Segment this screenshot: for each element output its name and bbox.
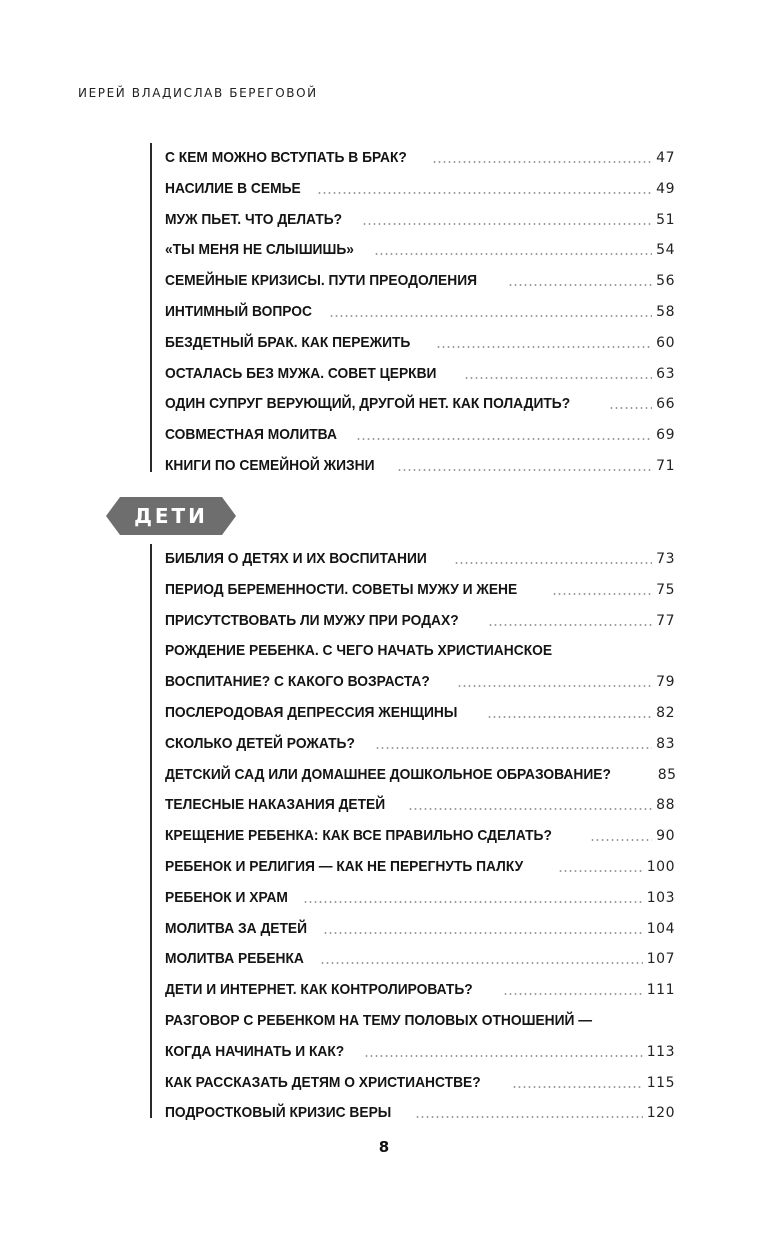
toc-entry-page: 85 xyxy=(657,766,677,783)
toc-entry xyxy=(165,359,675,383)
toc-entry-page: 49 xyxy=(656,180,675,197)
dot-leader xyxy=(362,223,653,225)
toc-entry-page: 51 xyxy=(656,211,675,228)
toc-entry-title: МОЛИТВА РЕБЕНКА xyxy=(165,950,304,968)
toc-entry xyxy=(165,975,675,999)
toc-entry-page: 66 xyxy=(656,396,675,413)
toc-entry-page: 77 xyxy=(656,612,675,629)
toc-entry-page: 88 xyxy=(656,797,675,814)
dot-leader xyxy=(356,438,652,440)
dot-leader xyxy=(303,901,643,903)
toc-entry xyxy=(165,328,675,352)
toc-entry-title: КНИГИ ПО СЕМЕЙНОЙ ЖИЗНИ xyxy=(165,457,375,474)
toc-entry xyxy=(165,821,675,845)
toc-entry-title: НАСИЛИЕ В СЕМЬЕ xyxy=(165,179,301,197)
toc-entry xyxy=(165,205,675,229)
toc-entry-title: «ТЫ МЕНЯ НЕ СЛЫШИШЬ» xyxy=(165,241,354,259)
toc-entry-title: КАК РАССКАЗАТЬ ДЕТЯМ О ХРИСТИАНСТВЕ? xyxy=(165,1073,481,1091)
toc-entry-page: 104 xyxy=(646,920,675,937)
toc-entry xyxy=(165,143,675,167)
toc-entry-page: 56 xyxy=(656,273,675,290)
dot-leader xyxy=(375,747,652,749)
toc-entry xyxy=(165,544,675,568)
toc-entry-page: 69 xyxy=(656,427,675,444)
toc-entry-title: РОЖДЕНИЕ РЕБЕНКА. С ЧЕГО НАЧАТЬ ХРИСТИАНСКОЕ xyxy=(165,642,553,660)
dot-leader xyxy=(464,377,652,379)
toc-entry-page: 107 xyxy=(646,951,675,968)
dot-leader xyxy=(436,346,652,348)
toc-entry-title: ДЕТСКИЙ САД ИЛИ ДОМАШНЕЕ ДОШКОЛЬНОЕ ОБРАЗОВАНИЕ? xyxy=(165,765,611,783)
toc-entry xyxy=(165,266,675,290)
toc-entry-title: СОВМЕСТНАЯ МОЛИТВА xyxy=(165,426,337,444)
dot-leader xyxy=(432,161,652,163)
toc-entry-page: 113 xyxy=(646,1043,675,1060)
toc-entry-title: ДЕТИ И ИНТЕРНЕТ. КАК КОНТРОЛИРОВАТЬ? xyxy=(165,981,473,999)
toc-entry-page: 120 xyxy=(646,1105,675,1122)
toc-entry xyxy=(165,451,675,475)
toc-entry xyxy=(165,389,675,413)
toc-entry-title: ВОСПИТАНИЕ? С КАКОГО ВОЗРАСТА? xyxy=(165,673,430,691)
section-rule xyxy=(150,143,152,472)
toc-section-children xyxy=(150,544,677,1122)
toc-entry xyxy=(165,420,675,444)
toc-entry-title: БИБЛИЯ О ДЕТЯХ И ИХ ВОСПИТАНИИ xyxy=(165,550,427,567)
toc-entry xyxy=(165,1098,675,1122)
dot-leader xyxy=(364,1055,643,1057)
dot-leader xyxy=(512,1086,643,1088)
toc-entry xyxy=(165,667,675,691)
toc-entry-page: 58 xyxy=(656,304,675,320)
toc-entry xyxy=(165,790,675,814)
toc-entry-title: ПЕРИОД БЕРЕМЕННОСТИ. СОВЕТЫ МУЖУ И ЖЕНЕ xyxy=(165,580,518,598)
toc-entry-title: ОДИН СУПРУГ ВЕРУЮЩИЙ, ДРУГОЙ НЕТ. КАК ПОЛАДИТЬ? xyxy=(165,395,571,413)
toc-entry-page: 100 xyxy=(646,859,675,875)
dot-leader xyxy=(408,808,652,810)
toc-entry xyxy=(165,575,675,599)
toc-entry-page: 79 xyxy=(656,674,675,691)
dot-leader xyxy=(317,192,653,194)
toc-entry xyxy=(165,235,675,259)
toc-entry-title: ТЕЛЕСНЫЕ НАКАЗАНИЯ ДЕТЕЙ xyxy=(165,796,386,814)
dot-leader xyxy=(487,716,652,718)
toc-entry xyxy=(165,944,675,968)
toc-entry-page: 103 xyxy=(646,889,675,906)
dot-leader xyxy=(457,685,652,687)
toc-entry-page: 83 xyxy=(656,735,675,752)
toc-entry-title: ПРИСУТСТВОВАТЬ ЛИ МУЖУ ПРИ РОДАХ? xyxy=(165,611,459,629)
toc-entry-page: 47 xyxy=(656,150,675,166)
toc-entry-title: ПОДРОСТКОВЫЙ КРИЗИС ВЕРЫ xyxy=(165,1104,392,1122)
dot-leader xyxy=(609,407,652,409)
dot-leader xyxy=(508,284,652,286)
running-head: ИЕРЕЙ ВЛАДИСЛАВ БЕРЕГОВОЙ xyxy=(78,86,318,100)
toc-entry xyxy=(165,729,675,753)
toc-entry-page: 73 xyxy=(656,551,675,567)
toc-entry xyxy=(165,174,675,198)
dot-leader xyxy=(558,870,642,872)
toc-section-marriage xyxy=(150,143,675,472)
dot-leader xyxy=(323,932,642,934)
toc-entry-page: 115 xyxy=(646,1074,675,1091)
toc-entry-page: 71 xyxy=(656,458,675,474)
toc-entry-title: С КЕМ МОЖНО ВСТУПАТЬ В БРАК? xyxy=(165,149,407,166)
toc-entry-title: СЕМЕЙНЫЕ КРИЗИСЫ. ПУТИ ПРЕОДОЛЕНИЯ xyxy=(165,272,478,290)
toc-entry-title: МОЛИТВА ЗА ДЕТЕЙ xyxy=(165,919,308,937)
dot-leader xyxy=(552,593,652,595)
dot-leader xyxy=(329,315,652,317)
dot-leader xyxy=(374,253,652,255)
toc-entry xyxy=(165,914,675,938)
toc-entry-page: 82 xyxy=(656,705,675,721)
toc-entry-title: КРЕЩЕНИЕ РЕБЕНКА: КАК ВСЕ ПРАВИЛЬНО СДЕЛАТЬ? xyxy=(165,827,552,845)
toc-entry-title: РАЗГОВОР С РЕБЕНКОМ НА ТЕМУ ПОЛОВЫХ ОТНОШЕНИЙ — xyxy=(165,1012,593,1029)
toc-entry-title: ОСТАЛАСЬ БЕЗ МУЖА. СОВЕТ ЦЕРКВИ xyxy=(165,364,437,382)
dot-leader xyxy=(590,839,653,841)
toc-entry-page: 60 xyxy=(656,334,675,351)
toc-entry xyxy=(165,1006,675,1030)
toc-entry xyxy=(165,698,675,722)
toc-entry xyxy=(165,1037,675,1061)
dot-leader xyxy=(488,624,652,626)
section-rule xyxy=(150,544,152,1118)
dot-leader xyxy=(320,962,643,964)
toc-entry-page: 54 xyxy=(656,242,675,259)
toc-entry-title: ИНТИМНЫЙ ВОПРОС xyxy=(165,303,312,320)
toc-entry-page: 90 xyxy=(656,828,675,845)
toc-entry xyxy=(165,883,675,907)
toc-entry-title: ПОСЛЕРОДОВАЯ ДЕПРЕССИЯ ЖЕНЩИНЫ xyxy=(165,704,458,721)
toc-entry xyxy=(165,1068,675,1092)
dot-leader xyxy=(397,469,652,471)
toc-entry-title: РЕБЕНОК И ХРАМ xyxy=(165,888,288,906)
toc-entry-title: СКОЛЬКО ДЕТЕЙ РОЖАТЬ? xyxy=(165,734,355,752)
toc-entry-title: КОГДА НАЧИНАТЬ И КАК? xyxy=(165,1042,345,1060)
section-title: ДЕТИ xyxy=(134,504,208,528)
toc-entry-page: 111 xyxy=(646,982,675,999)
toc-entry-title: МУЖ ПЬЕТ. ЧТО ДЕЛАТЬ? xyxy=(165,210,343,228)
section-badge xyxy=(106,497,236,535)
dot-leader xyxy=(503,993,642,995)
toc-entry-page: 63 xyxy=(656,365,675,382)
toc-entry xyxy=(165,760,675,784)
toc-entry xyxy=(165,852,675,876)
toc-entry-page: 75 xyxy=(656,581,675,598)
toc-entry xyxy=(165,636,675,660)
dot-leader xyxy=(454,562,653,564)
toc-entry-title: БЕЗДЕТНЫЙ БРАК. КАК ПЕРЕЖИТЬ xyxy=(165,333,411,351)
toc-entry xyxy=(165,297,675,321)
dot-leader xyxy=(415,1116,643,1118)
toc-entry-title: РЕБЕНОК И РЕЛИГИЯ — КАК НЕ ПЕРЕГНУТЬ ПАЛКУ xyxy=(165,858,524,875)
page-number: 8 xyxy=(378,1138,390,1156)
toc-entry xyxy=(165,606,675,630)
